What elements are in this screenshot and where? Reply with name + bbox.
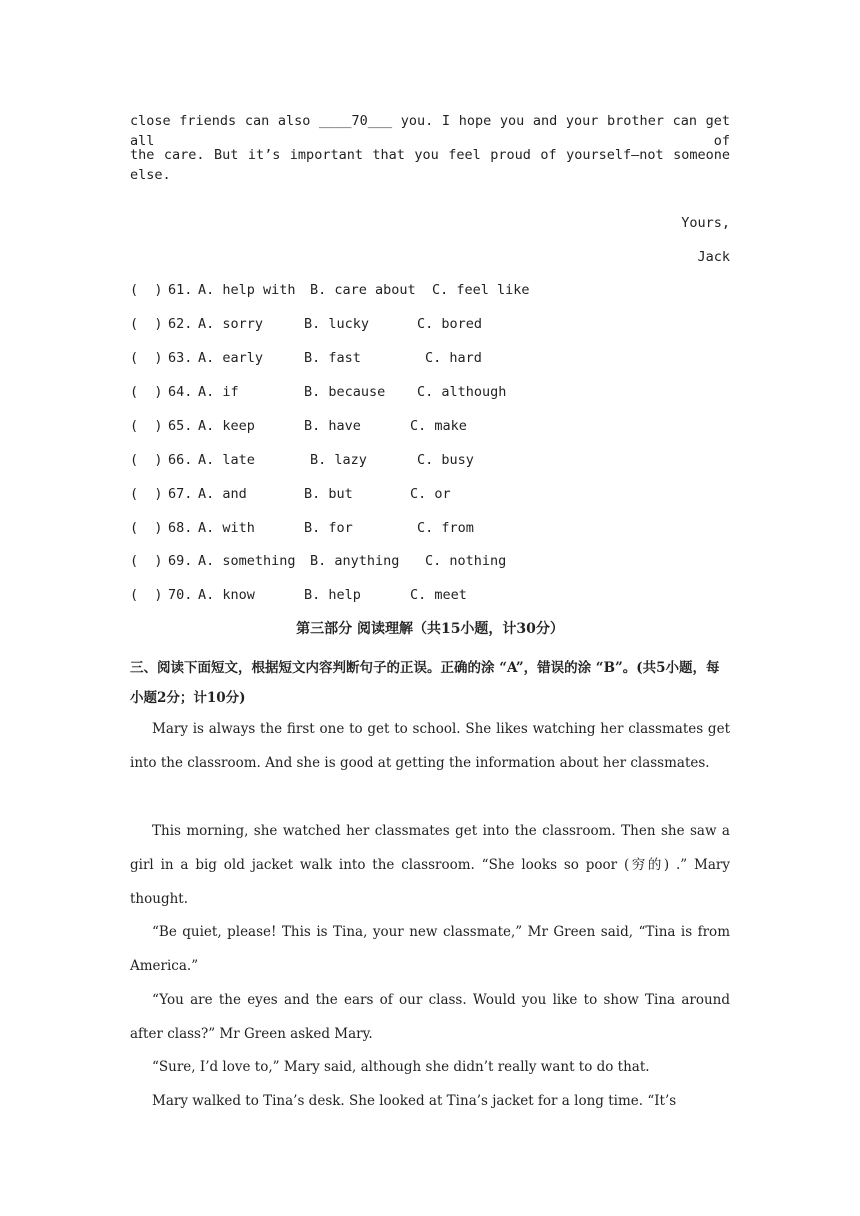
answer-blank[interactable]: ( )	[130, 486, 163, 502]
question-69	[130, 551, 730, 571]
question-number: 69.	[168, 553, 193, 569]
option-a: A. with	[198, 520, 255, 536]
question-number: 68.	[168, 520, 193, 536]
question-number: 66.	[168, 452, 193, 468]
answer-blank[interactable]: ( )	[130, 316, 163, 332]
answer-blank[interactable]: ( )	[130, 553, 163, 569]
answer-blank[interactable]: ( )	[130, 282, 163, 298]
option-a: A. late	[198, 452, 255, 468]
question-number: 67.	[168, 486, 193, 502]
letter-signature: Jack	[697, 249, 730, 265]
answer-blank[interactable]: ( )	[130, 384, 163, 400]
option-c: C. hard	[425, 350, 482, 366]
option-c: C. make	[410, 418, 467, 434]
option-c: C. feel like	[432, 282, 530, 298]
option-b: B. because	[304, 384, 386, 400]
question-65	[130, 416, 730, 436]
option-b: B. help	[304, 587, 361, 603]
option-a: A. know	[198, 587, 255, 603]
option-c: C. bored	[417, 316, 483, 332]
question-61	[130, 280, 730, 300]
section-instruction: 三、阅读下面短文，根据短文内容判断句子的正误。正确的涂 “A”，错误的涂 “B”。(共5小题，每小题2分；计10分)	[130, 660, 720, 706]
passage-paragraph-5: “Sure, I’d love to,” Mary said, although she didn’t really want to do that.	[152, 1059, 650, 1075]
option-a: A. sorry	[198, 316, 264, 332]
option-c: C. meet	[410, 587, 467, 603]
option-c: C. or	[410, 486, 451, 502]
option-b: B. lucky	[304, 316, 370, 332]
passage-paragraph-4: “You are the eyes and the ears of our class. Would you like to show Tina around after class?” Mr Green asked Mary.	[130, 992, 730, 1042]
answer-blank[interactable]: ( )	[130, 452, 163, 468]
passage-paragraph-1: Mary is always the first one to get to school. She likes watching her classmates get into the classroom. And she is good at getting the information about her classmates.	[130, 721, 730, 771]
option-c: C. from	[417, 520, 474, 536]
question-number: 62.	[168, 316, 193, 332]
question-67	[130, 484, 730, 504]
option-a: A. something	[198, 553, 296, 569]
question-number: 70.	[168, 587, 193, 603]
question-number: 61.	[168, 282, 193, 298]
letter-line-1: close friends can also ____70___ you. I hope you and your brother can get all of	[130, 113, 730, 149]
question-number: 63.	[168, 350, 193, 366]
question-63	[130, 348, 730, 368]
answer-blank[interactable]: ( )	[130, 587, 163, 603]
passage-paragraph-2: This morning, she watched her classmates get into the classroom. Then she saw a girl in a big old jacket walk into the classroom. “She looks so poor (穷的) .” Mary thought.	[130, 823, 730, 907]
question-64	[130, 382, 730, 402]
option-c: C. busy	[417, 452, 474, 468]
option-b: B. have	[304, 418, 361, 434]
letter-closing: Yours,	[681, 215, 730, 231]
option-a: A. keep	[198, 418, 255, 434]
question-70	[130, 585, 730, 605]
question-number: 64.	[168, 384, 193, 400]
option-b: B. fast	[304, 350, 361, 366]
passage-paragraph-3: “Be quiet, please! This is Tina, your new classmate,” Mr Green said, “Tina is from America.”	[130, 924, 730, 974]
option-b: B. care about	[310, 282, 416, 298]
option-a: A. early	[198, 350, 264, 366]
option-b: B. anything	[310, 553, 400, 569]
option-c: C. nothing	[425, 553, 507, 569]
answer-blank[interactable]: ( )	[130, 350, 163, 366]
question-number: 65.	[168, 418, 193, 434]
option-c: C. although	[417, 384, 507, 400]
question-66	[130, 450, 730, 470]
question-62	[130, 314, 730, 334]
question-68	[130, 518, 730, 538]
option-b: B. lazy	[310, 452, 367, 468]
option-a: A. help with	[198, 282, 296, 298]
answer-blank[interactable]: ( )	[130, 418, 163, 434]
section-title: 第三部分 阅读理解（共15小题，计30分）	[296, 621, 564, 637]
answer-blank[interactable]: ( )	[130, 520, 163, 536]
passage-paragraph-6: Mary walked to Tina’s desk. She looked at Tina’s jacket for a long time. “It’s	[152, 1093, 677, 1109]
option-a: A. and	[198, 486, 247, 502]
option-b: B. but	[304, 486, 353, 502]
option-a: A. if	[198, 384, 239, 400]
letter-line-2: the care. But it’s important that you feel proud of yourself—not someone else.	[130, 147, 730, 183]
option-b: B. for	[304, 520, 353, 536]
